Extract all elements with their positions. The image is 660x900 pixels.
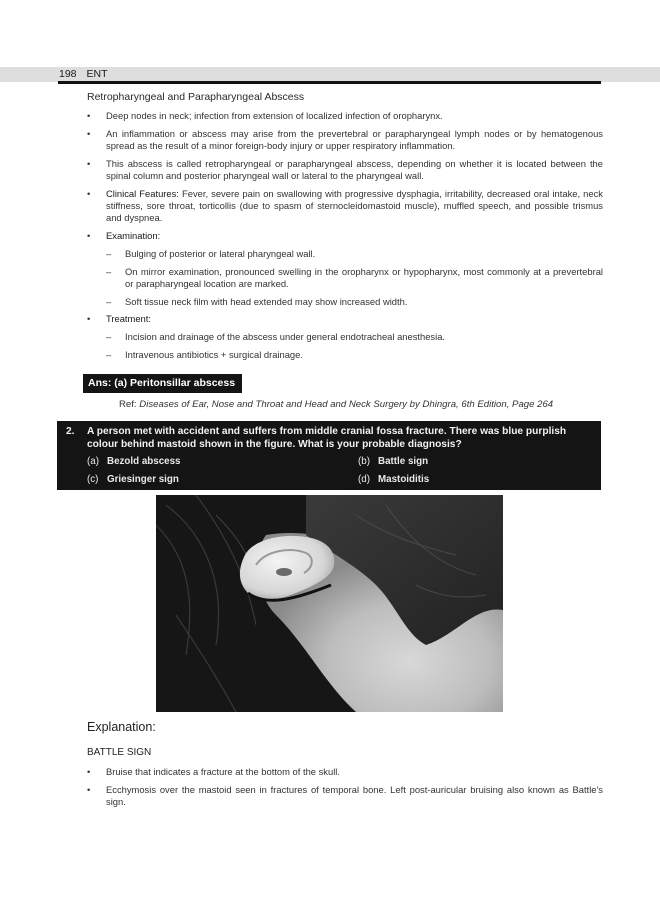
page-number: 198	[59, 68, 77, 80]
question-box	[57, 421, 601, 490]
reference	[119, 399, 553, 410]
explanation-bullet-list	[87, 766, 603, 814]
list-item-examination	[87, 230, 603, 242]
bullet-icon: •	[87, 187, 91, 199]
battle-sign-heading: BATTLE SIGN	[87, 747, 152, 758]
bullet-icon: •	[87, 313, 91, 325]
list-item: • Bruise that indicates a fracture at the bottom of the skull.	[87, 766, 340, 777]
ear-photo-icon	[156, 495, 503, 712]
option-d: (d) Mastoiditis	[358, 474, 430, 485]
list-item: • An inflammation or abscess may arise from the prevertebral or parapharyngeal lymph nodes or by hematogenous spread as the result of a minor foreign-body injury or upper respiratory inflammation.	[87, 127, 603, 151]
answer-box: Ans: (a) Peritonsillar abscess	[83, 374, 242, 393]
list-item: • This abscess is called retropharyngeal or parapharyngeal abscess, depending on whether it is located between the spinal column and posterior pharyngeal wall or lateral to the pharyngeal wall.	[87, 157, 603, 181]
dash-icon: –	[106, 265, 112, 277]
list-item: • Deep nodes in neck; infection from extension of localized infection of oropharynx.	[87, 110, 443, 121]
bullet-icon: •	[87, 783, 91, 795]
reference-label: Ref:	[119, 399, 137, 410]
header-rule	[58, 81, 601, 84]
list-item: • Ecchymosis over the mastoid seen in fractures of temporal bone. Left post-auricular bruising also known as Battle's sign.	[87, 783, 603, 807]
dash-icon: –	[106, 247, 112, 259]
bullet-icon: •	[87, 766, 91, 777]
question-number: 2.	[66, 426, 75, 437]
dash-icon: –	[106, 348, 112, 360]
sub-list-item: – Intravenous antibiotics + surgical drainage.	[106, 348, 303, 360]
bullet-icon: •	[87, 230, 91, 241]
section-title: Retropharyngeal and Parapharyngeal Abscess	[87, 91, 305, 103]
examination-label: Examination:	[106, 230, 161, 241]
ear-photograph	[156, 495, 503, 712]
clinical-features-label: Clinical Features:	[106, 187, 179, 199]
treatment-label: Treatment:	[106, 313, 151, 325]
bullet-icon: •	[87, 157, 91, 169]
bullet-icon: •	[87, 127, 91, 139]
sub-list-item: – Incision and drainage of the abscess under general endotracheal anesthesia.	[106, 331, 446, 343]
chapter-title: ENT	[86, 68, 108, 80]
sub-list-item: – On mirror examination, pronounced swelling in the oropharynx or hypopharynx, most commonly at a prevertebral or parapharyngeal location are marked.	[106, 265, 603, 289]
sub-list-item: – Bulging of posterior or lateral pharyngeal wall.	[106, 247, 316, 259]
dash-icon: –	[106, 331, 112, 343]
option-b: (b) Battle sign	[358, 456, 429, 467]
bullet-icon: •	[87, 110, 91, 121]
explanation-title: Explanation:	[87, 720, 156, 734]
dash-icon: –	[106, 295, 112, 307]
list-item-clinical-features: • Clinical Features: Fever, severe pain on swallowing with progressive dysphagia, irritability, decreased oral intake, neck stiffness, sore throat, torticollis (due to spasm of sternocleidomastoid muscle), muffled speech, and possible trismus and dyspnea.	[87, 187, 603, 224]
option-c: (c) Griesinger sign	[87, 474, 179, 485]
section-bullet-list	[87, 110, 603, 367]
running-header	[59, 67, 108, 82]
sub-list-item: – Soft tissue neck film with head extended may show increased width.	[106, 295, 408, 307]
option-a: (a) Bezold abscess	[87, 456, 181, 467]
reference-text: Diseases of Ear, Nose and Throat and Head and Neck Surgery by Dhingra, 6th Edition, Page 264	[136, 399, 554, 410]
list-item-treatment	[87, 313, 603, 325]
question-text: A person met with accident and suffers from middle cranial fossa fracture. There was blue purplish colour behind mastoid shown in the figure. What is your probable diagnosis?	[87, 426, 567, 450]
